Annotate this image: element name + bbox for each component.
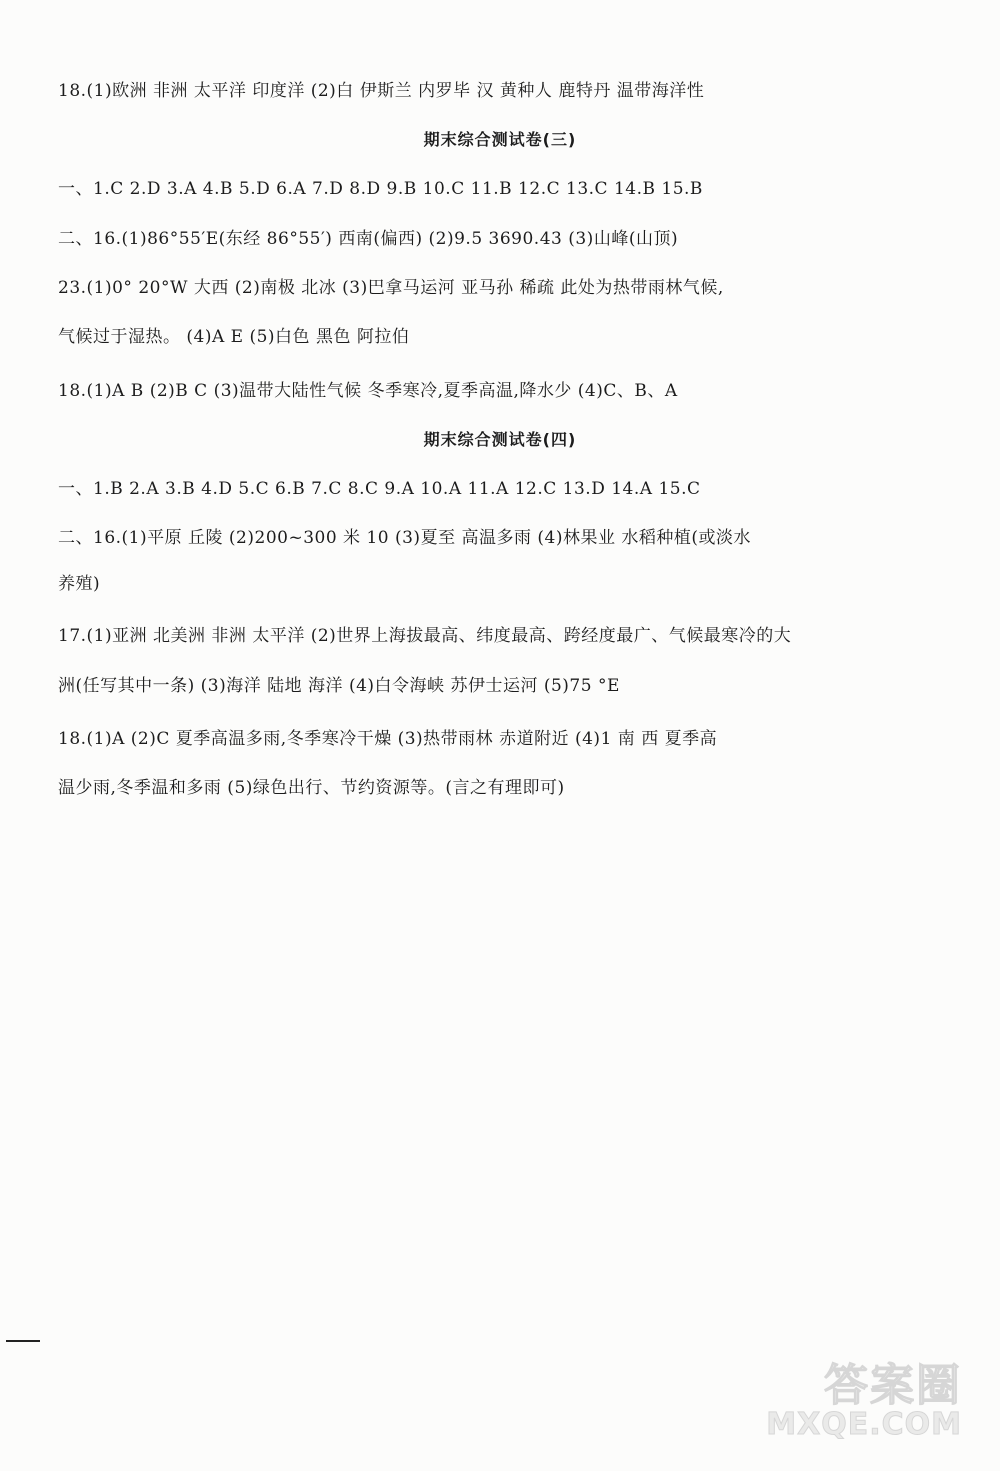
exam4-q18-answer-line2: 温少雨,冬季温和多雨 (5)绿色出行、节约资源等。(言之有理即可) xyxy=(58,778,565,798)
watermark-logo xyxy=(766,1349,972,1449)
watermark-main-text: 答案圈 xyxy=(824,1360,962,1411)
exam3-part1-answers: 一、1.C 2.D 3.A 4.B 5.D 6.A 7.D 8.D 9.B 10.C 11.B 12.C 13.C 14.B 15.B xyxy=(58,179,703,199)
section-title-exam4: 期末综合测试卷(四) xyxy=(423,430,577,449)
exam4-q18-answer-line1: 18.(1)A (2)C 夏季高温多雨,冬季寒冷干燥 (3)热带雨林 赤道附近 (4)1 南 西 夏季高 xyxy=(58,729,718,749)
exam4-q17-answer-line2: 洲(任写其中一条) (3)海洋 陆地 海洋 (4)白令海峡 苏伊士运河 (5)75 °E xyxy=(58,676,620,696)
exam4-q16-answer-line2: 养殖) xyxy=(58,574,101,594)
exam4-q16-answer-line1: 二、16.(1)平原 丘陵 (2)200~300 米 10 (3)夏至 高温多雨 (4)林果业 水稻种植(或淡水 xyxy=(58,528,751,548)
exam4-q17-answer-line1: 17.(1)亚洲 北美洲 非洲 太平洋 (2)世界上海拔最高、纬度最高、跨经度最广、气候最寒冷的大 xyxy=(58,626,792,646)
exam4-part1-answers: 一、1.B 2.A 3.B 4.D 5.C 6.B 7.C 8.C 9.A 10.A 11.A 12.C 13.D 14.A 15.C xyxy=(58,479,701,499)
section-title-exam3: 期末综合测试卷(三) xyxy=(423,130,577,149)
exam3-q18-answer: 18.(1)A B (2)B C (3)温带大陆性气候 冬季寒冷,夏季高温,降水少 (4)C、B、A xyxy=(58,381,678,401)
exam3-q23-answer-line2: 气候过于湿热。 (4)A E (5)白色 黑色 阿拉伯 xyxy=(58,327,410,347)
exam3-q16-answer: 二、16.(1)86°55′E(东经 86°55′) 西南(偏西) (2)9.5 3690.43 (3)山峰(山顶) xyxy=(58,229,679,249)
page-edge-mark xyxy=(6,1340,40,1342)
answer-q18-prev: 18.(1)欧洲 非洲 太平洋 印度洋 (2)白 伊斯兰 内罗毕 汉 黄种人 鹿特丹 温带海洋性 xyxy=(58,81,705,101)
watermark-site-text: MXQE.COM xyxy=(766,1407,962,1442)
exam3-q23-answer-line1: 23.(1)0° 20°W 大西 (2)南极 北冰 (3)巴拿马运河 亚马孙 稀疏 此处为热带雨林气候, xyxy=(58,278,724,298)
